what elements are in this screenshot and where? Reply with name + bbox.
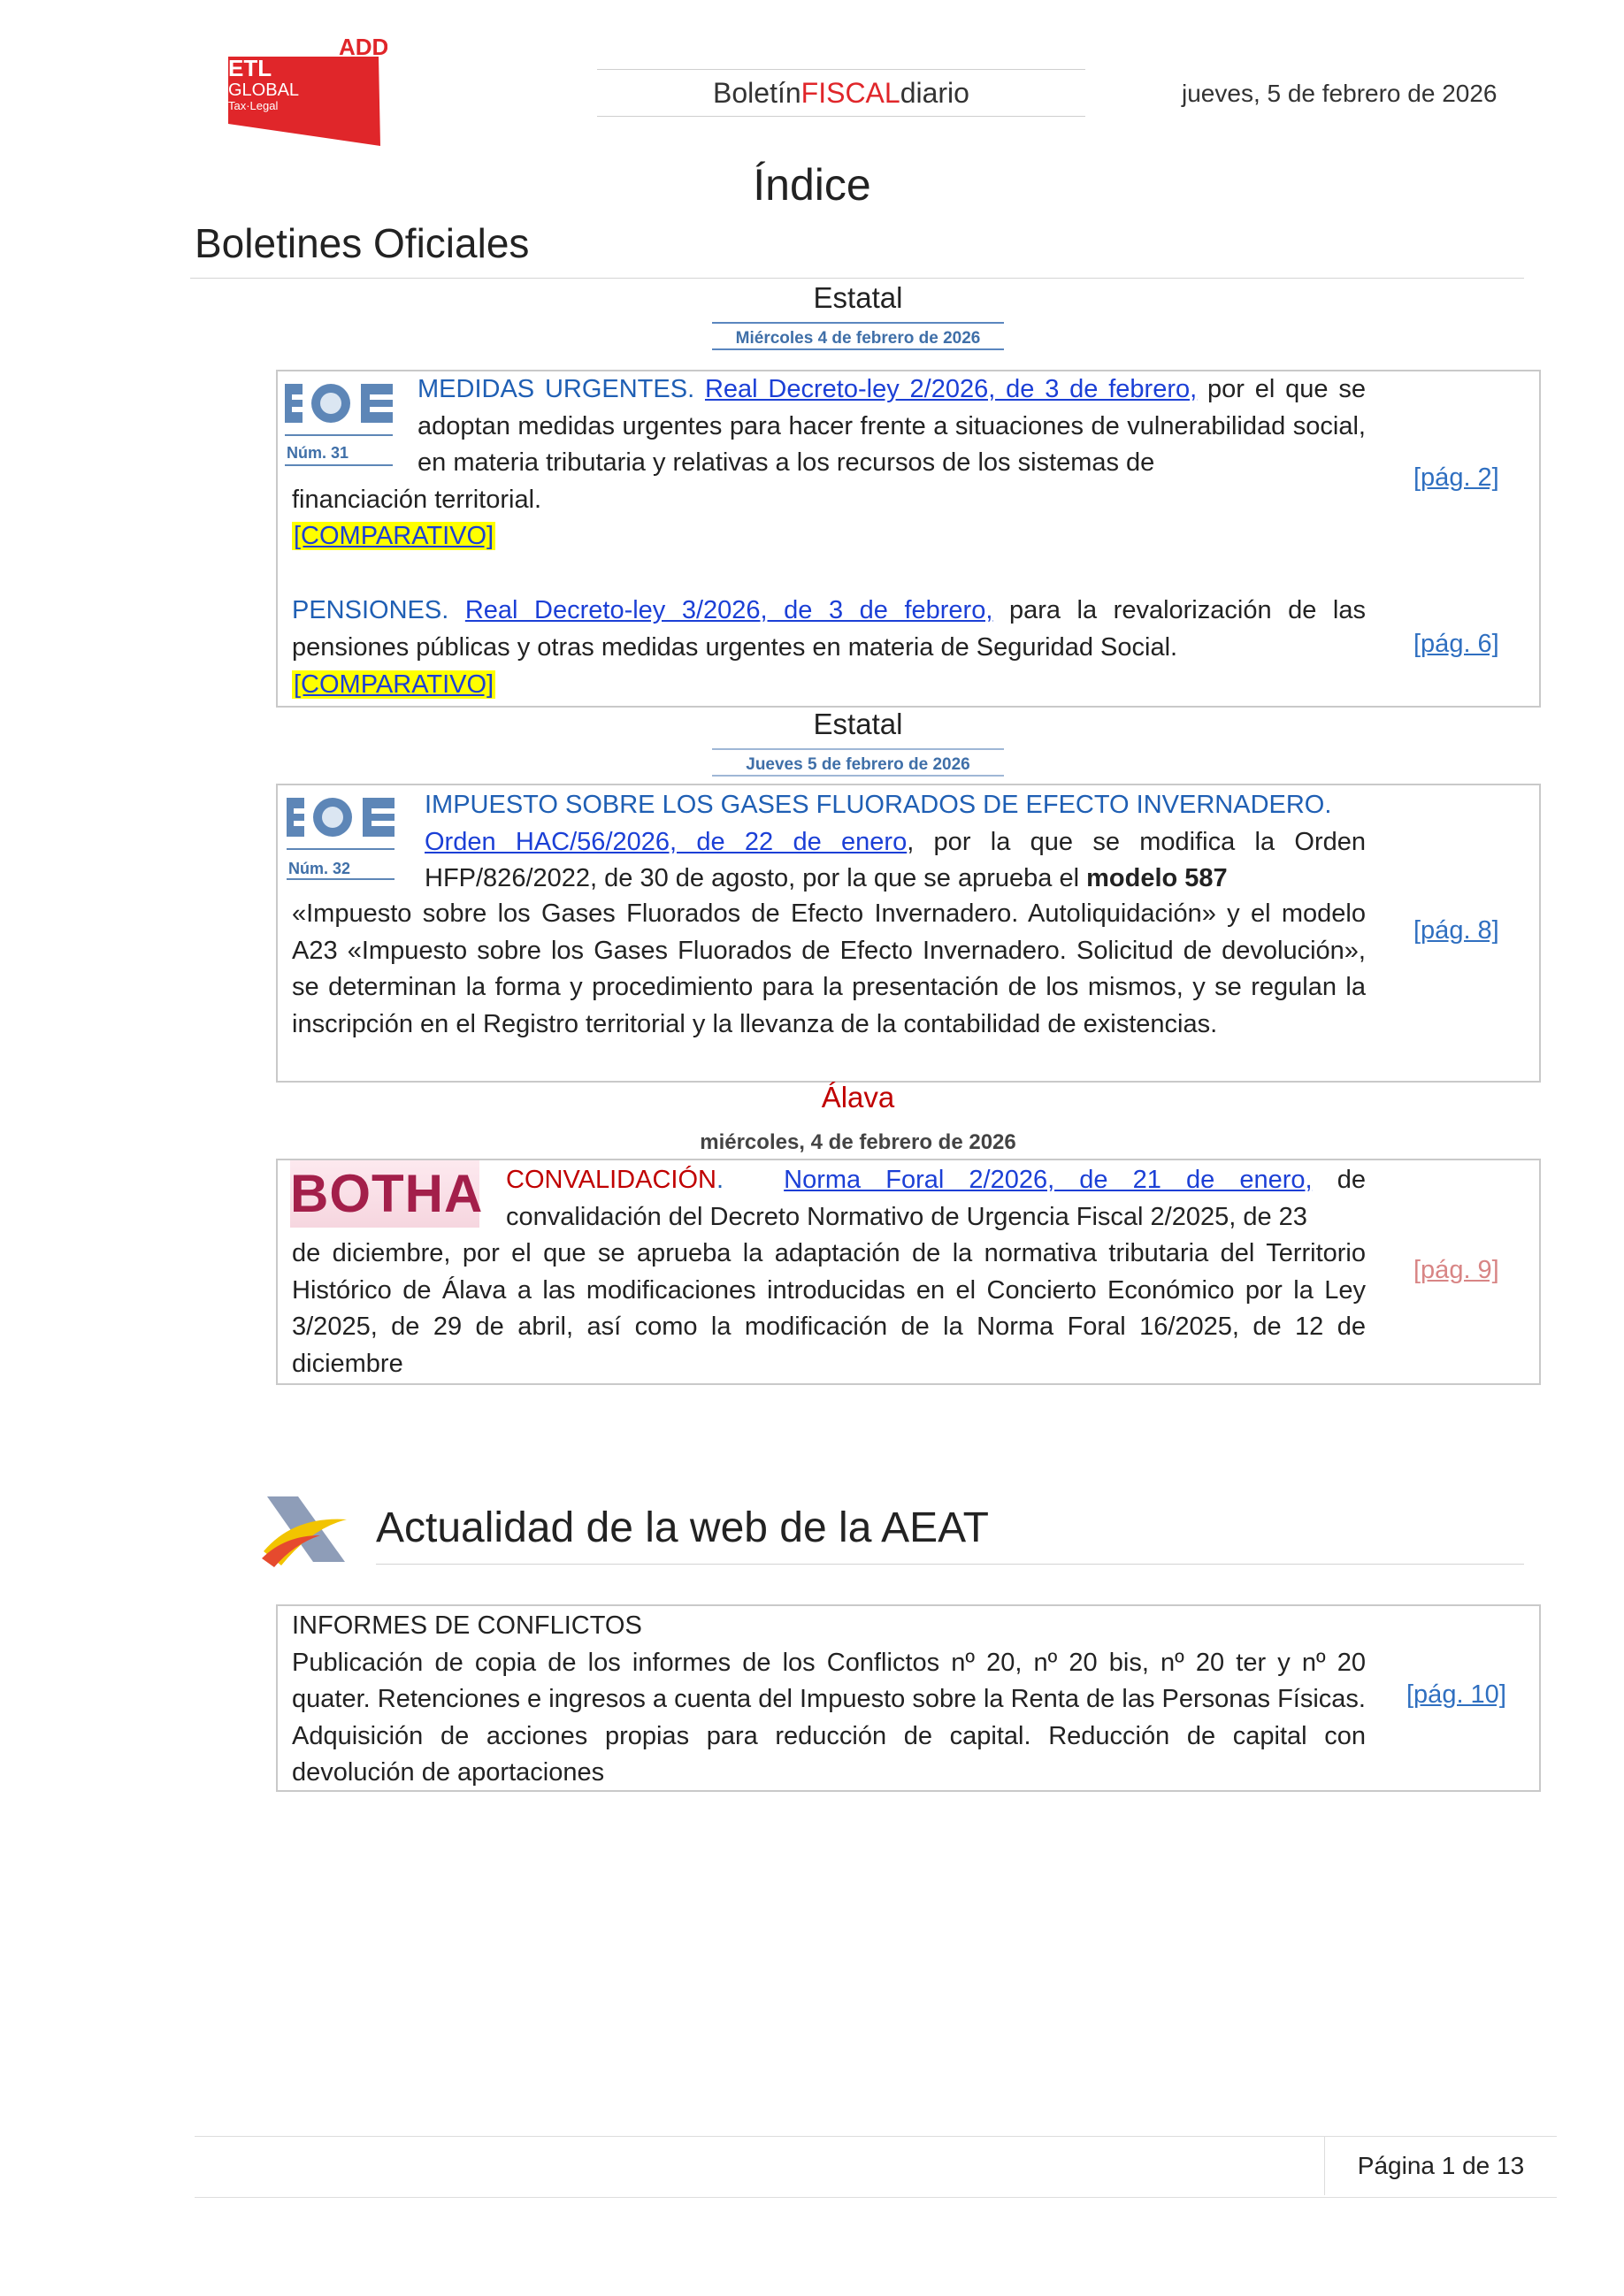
etl-global-logo	[202, 35, 387, 146]
svg-text:GLOBAL: GLOBAL	[228, 80, 300, 100]
boe-number-1: Núm. 31	[287, 444, 349, 462]
date-label-2: Jueves 5 de febrero de 2026	[712, 748, 1004, 777]
aeat-entry-heading: INFORMES DE CONFLICTOS	[292, 1611, 642, 1640]
page-ref-9[interactable]: [pág. 9]	[1413, 1256, 1499, 1284]
entry-4-first-lines: CONVALIDACIÓN. Norma Foral 2/2026, de 21 de enero, de convalidación del Decreto Normativo de Urgencia Fiscal 2/2025, de 23	[506, 1166, 1366, 1231]
region-estatal-1: Estatal	[813, 281, 903, 314]
aeat-logo-icon	[258, 1489, 354, 1569]
page-ref-10[interactable]: [pág. 10]	[1406, 1680, 1506, 1709]
entry-2-comparativo	[292, 667, 495, 704]
date-label-1: Miércoles 4 de febrero de 2026	[712, 322, 1004, 350]
entry-3-text: «Impuesto sobre los Gases Fluorados de Efecto Invernadero. Autoliquidación» y el modelo A23 «Impuesto sobre los Gases Fluorados de Efecto Invernadero. Solicitud de devolución», se determinan la forma y procedimiento para la presentación de los mismos, y se regulan la inscripción en el Registro territorial y la llevanza de la contabilidad de existencias.	[292, 899, 1366, 1038]
page-footer	[195, 2136, 1557, 2198]
boe-number-2: Núm. 32	[288, 860, 351, 877]
entry-2-text: PENSIONES. Real Decreto-ley 3/2026, de 3 de febrero, para la revalorización de las pensiones públicas y otras medidas urgentes en materia de Seguridad Social.	[292, 596, 1367, 662]
entry-1-last-line: financiación territorial.	[292, 486, 542, 514]
section-divider	[190, 278, 1524, 279]
botha-logo-icon: BOTHA	[290, 1160, 479, 1228]
section-boletines-oficiales: Boletines Oficiales	[195, 220, 530, 266]
svg-text:ETL: ETL	[228, 55, 272, 81]
entry-1-first-lines: MEDIDAS URGENTES. Real Decreto-ley 2/2026, de 3 de febrero, por el que se adoptan medidas urgentes para hacer frente a situaciones de vulnerabilidad social, en materia tributaria y relativas a los recursos de los sistemas de	[417, 375, 1366, 477]
date-label-3: miércoles, 4 de febrero de 2026	[700, 1130, 1016, 1154]
page-number: Página 1 de 13	[1324, 2137, 1557, 2195]
page-ref-8[interactable]: [pág. 8]	[1413, 916, 1499, 945]
page-ref-2[interactable]: [pág. 2]	[1413, 463, 1499, 492]
entry-1-text: por el que se adoptan medidas urgentes para hacer frente a situaciones de vulnerabilidad social, en materia tributaria y relativas a los recursos de los sistemas de	[417, 375, 1366, 477]
aeat-divider	[376, 1564, 1524, 1565]
index-title: Índice	[753, 160, 871, 210]
comparativo-link-2[interactable]: [COMPARATIVO]	[294, 670, 494, 699]
entry-4-text: de diciembre, por el que se aprueba la adaptación de la normativa tributaria del Territorio Histórico de Álava a las modificaciones introducidas en el Concierto Económico por la Ley 3/2025, de 29 de abril, así como la modificación de la Norma Foral 16/2025, de 12 de diciembre	[292, 1239, 1366, 1378]
region-alava: Álava	[821, 1081, 895, 1114]
svg-text:Tax·Legal: Tax·Legal	[228, 99, 279, 112]
link-rdl-2-2026[interactable]: Real Decreto-ley 2/2026, de 3 de febrero,	[704, 375, 1198, 403]
region-estatal-2: Estatal	[813, 708, 903, 740]
entry-3-lead: IMPUESTO SOBRE LOS GASES FLUORADOS DE EFECTO INVERNADERO. Orden HAC/56/2026, de 22 de enero, por la que se modifica la Orden HFP/826/2022, de 30 de agosto, por la que se aprueba el modelo 587	[425, 791, 1366, 892]
comparativo-link-1[interactable]: [COMPARATIVO]	[294, 522, 494, 550]
logo-add-text: ADD	[339, 35, 387, 60]
aeat-entry-text: INFORMES DE CONFLICTOS Publicación de copia de los informes de los Conflictos nº 20, nº 20 bis, nº 20 ter y nº 20 quater. Retenciones e ingresos a cuenta del Impuesto sobre la Renta de las Personas Físicas. Adquisición de acciones propias para reducción de capital. Reducción de capital con devolución de aportaciones	[292, 1608, 1366, 1792]
link-orden-hac-56-2026[interactable]: Orden HAC/56/2026, de 22 de enero	[425, 827, 908, 856]
link-rdl-3-2026[interactable]: Real Decreto-ley 3/2026, de 3 de febrero,	[464, 596, 993, 624]
bulletin-title: Boletín FISCAL diario	[597, 69, 1085, 117]
link-norma-foral-2-2026[interactable]: Norma Foral 2/2026, de 21 de enero,	[784, 1166, 1313, 1194]
section-aeat: Actualidad de la web de la AEAT	[376, 1504, 989, 1551]
page-ref-6[interactable]: [pág. 6]	[1413, 630, 1499, 658]
header-date: jueves, 5 de febrero de 2026	[1182, 80, 1498, 107]
entry-1-comparativo	[292, 518, 495, 555]
